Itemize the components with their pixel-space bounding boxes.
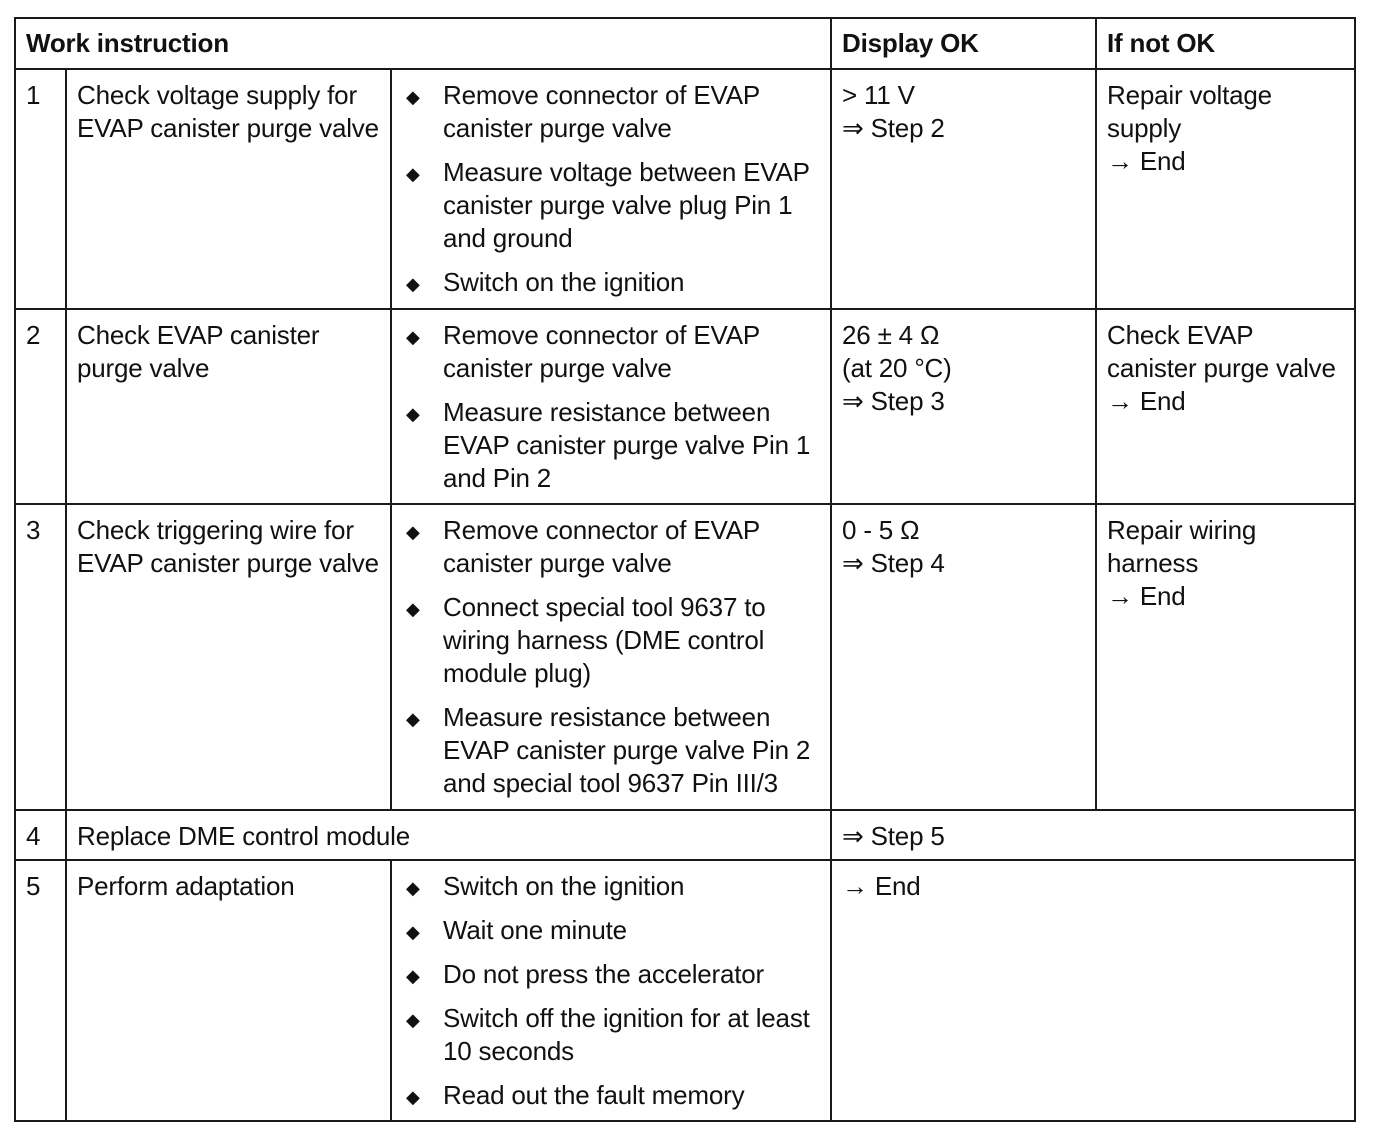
list-item: ◆ Do not press the accelerator — [402, 958, 822, 991]
list-item: ◆ Remove connector of EVAP canister purge valve — [406, 320, 760, 383]
list-item: ◆ Measure resistance between EVAP canister purge valve Pin 1 and Pin 2 — [406, 397, 811, 493]
step-list — [392, 861, 830, 1120]
table-row — [15, 810, 1355, 860]
step-number: 1 — [15, 69, 66, 309]
next-step-link: ⇒ Step 4 — [842, 548, 945, 578]
header-row — [15, 18, 1355, 69]
display-ok-value: > 11 V — [842, 80, 915, 110]
list-item: ◆ Switch on the ignition — [402, 870, 822, 903]
step-list-cell — [391, 504, 831, 810]
diamond-bullet-icon: ◆ — [406, 87, 420, 107]
next-step-link: ⇒ Step 3 — [842, 386, 945, 416]
step-number: 2 — [15, 309, 66, 504]
end-marker: → End — [1107, 581, 1186, 611]
display-ok-cell — [831, 504, 1096, 810]
list-item: ◆ Measure voltage between EVAP canister purge valve plug Pin 1 and ground — [406, 157, 810, 253]
diamond-bullet-icon: ◆ — [406, 966, 420, 986]
if-not-ok-cell — [1096, 69, 1355, 309]
display-ok-cell — [831, 810, 1355, 860]
table-row — [15, 860, 1355, 1121]
table-row — [15, 504, 1355, 810]
task-description: Check EVAP canister purge valve — [66, 309, 391, 504]
work-instruction-table — [14, 17, 1356, 1122]
diamond-bullet-icon: ◆ — [406, 327, 420, 347]
diamond-bullet-icon: ◆ — [406, 709, 420, 729]
remedy-text: Repair wiring harness — [1107, 515, 1257, 578]
diamond-bullet-icon: ◆ — [406, 522, 420, 542]
diamond-bullet-icon: ◆ — [406, 164, 420, 184]
list-item: ◆ Remove connector of EVAP canister purge valve — [406, 515, 760, 578]
header-work-instruction: Work instruction — [15, 18, 831, 69]
display-ok-condition: (at 20 °C) — [842, 353, 952, 383]
list-item: ◆ Switch on the ignition — [402, 266, 822, 299]
list-item: ◆ Wait one minute — [402, 914, 822, 947]
list-item: ◆ Connect special tool 9637 to wiring harness (DME control module plug) — [406, 592, 766, 688]
remedy-text: Repair voltage supply — [1107, 80, 1272, 143]
header-display-ok: Display OK — [831, 18, 1096, 69]
list-item: ◆ Measure resistance between EVAP canister purge valve Pin 2 and special tool 9637 Pin III/3 — [406, 702, 811, 798]
display-ok-cell — [831, 309, 1096, 504]
if-not-ok-cell — [1096, 504, 1355, 810]
diamond-bullet-icon: ◆ — [406, 1087, 420, 1107]
task-description: Check triggering wire for EVAP canister purge valve — [66, 504, 391, 810]
list-item: ◆ Switch off the ignition for at least 10 seconds — [406, 1003, 810, 1066]
display-ok-cell — [831, 69, 1096, 309]
task-description: Perform adaptation — [66, 860, 391, 1121]
step-list-cell — [391, 309, 831, 504]
task-description: Replace DME control module — [66, 810, 831, 860]
diamond-bullet-icon: ◆ — [406, 599, 420, 619]
step-list — [392, 70, 830, 307]
diamond-bullet-icon: ◆ — [406, 404, 420, 424]
step-number: 3 — [15, 504, 66, 810]
header-if-not-ok: If not OK — [1096, 18, 1355, 69]
diamond-bullet-icon: ◆ — [406, 274, 420, 294]
display-ok-cell — [831, 860, 1355, 1121]
end-marker: → End — [842, 871, 921, 901]
display-ok-value: 26 ± 4 Ω — [842, 320, 940, 350]
remedy-text: Check EVAP canister purge valve — [1107, 320, 1336, 383]
step-number: 4 — [15, 810, 66, 860]
step-list-cell — [391, 860, 831, 1121]
table-row — [15, 309, 1355, 504]
step-number: 5 — [15, 860, 66, 1121]
step-list-cell — [391, 69, 831, 309]
list-item: ◆ Remove connector of EVAP canister purge valve — [406, 80, 760, 143]
end-marker: → End — [1107, 146, 1186, 176]
diamond-bullet-icon: ◆ — [406, 1010, 420, 1030]
list-item: ◆ Read out the fault memory — [402, 1079, 822, 1112]
next-step-link: ⇒ Step 2 — [842, 113, 945, 143]
table-row — [15, 69, 1355, 309]
step-list — [392, 310, 830, 503]
diamond-bullet-icon: ◆ — [406, 878, 420, 898]
if-not-ok-cell — [1096, 309, 1355, 504]
task-description: Check voltage supply for EVAP canister purge valve — [66, 69, 391, 309]
diamond-bullet-icon: ◆ — [406, 922, 420, 942]
next-step-link: ⇒ Step 5 — [842, 821, 945, 851]
step-list — [392, 505, 830, 808]
end-marker: → End — [1107, 386, 1186, 416]
display-ok-value: 0 - 5 Ω — [842, 515, 920, 545]
